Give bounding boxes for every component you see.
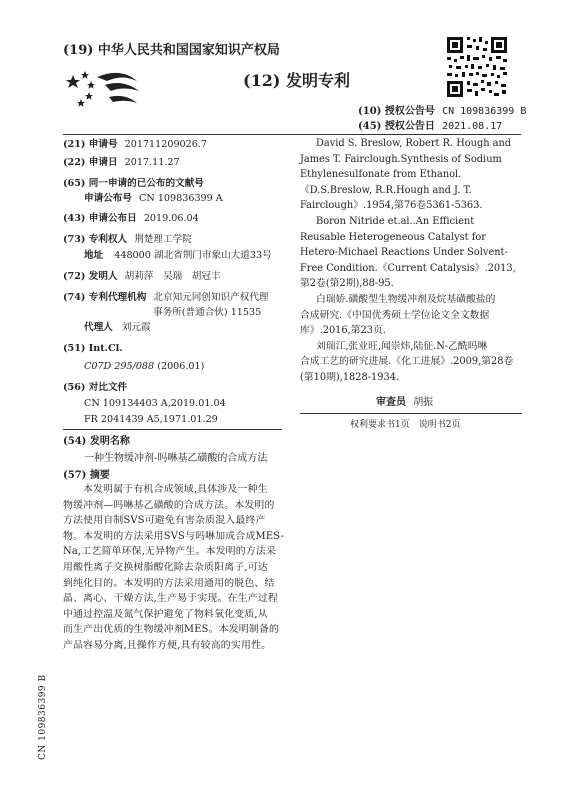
agency-line2: 事务所(普通合伙) 11535 <box>153 307 262 318</box>
inventors-label: (72) 发明人 <box>63 271 118 282</box>
abstract-line: 而生产出优质的生物缓冲剂MES。本发明制备的 <box>63 624 280 636</box>
grant-date: 2021.08.17 <box>442 121 503 132</box>
examiner-label: 审查员 <box>376 397 406 408</box>
address-row <box>84 248 272 263</box>
abstract-line: 物。本发明的方法采用SVS与吗啉加成合成MES- <box>63 530 285 542</box>
publication-date: 2019.06.04 <box>143 213 199 224</box>
header-divider <box>63 134 521 135</box>
grant-number: CN 109836399 B <box>442 106 527 117</box>
abstract-line: 本发明属于有机合成领域,具体涉及一种生 <box>83 484 268 495</box>
citation-line: 合成研究.《中国优秀硕士学位论文全文数据 <box>300 309 490 321</box>
agent: 刘元霞 <box>121 322 151 333</box>
inventors-row <box>63 269 221 284</box>
references-label: (56) 对比文件 <box>63 382 128 393</box>
abstract-line: 用酸性离子交换树脂酸化除去杂质阳离子,可达 <box>63 561 268 573</box>
abstract-line: Na,工艺简单环保,无异物产生。本发明的方法采 <box>63 546 277 558</box>
citation-line: (第10期),1828-1934. <box>300 371 400 383</box>
prior-publication-number: CN 109836399 A <box>139 193 223 204</box>
abstract-line: 到纯化目的。本发明的方法采用通用的脱色、结 <box>63 577 275 589</box>
agent-row <box>84 320 151 335</box>
patentee: 荆楚理工学院 <box>134 234 192 245</box>
application-date-row <box>63 155 180 170</box>
citation-line: Reusable Heterogeneous Catalyst for <box>300 231 486 243</box>
citation-line: 库》.2016,第23页. <box>300 325 386 337</box>
intcl-value: C07D 295/088 <box>84 361 155 372</box>
side-document-code: CN 109836399 B <box>38 674 48 760</box>
citation-line: 刘瑞江,张业旺,闻崇炜,陆征.N-乙酰吗啉 <box>316 340 488 352</box>
prior-publication-row <box>84 191 223 206</box>
grant-date-label: (45) 授权公告日 <box>358 121 435 132</box>
patentee-row <box>63 232 192 247</box>
abstract-line: 方法使用自制SVS可避免有害杂质混入最终产 <box>63 515 266 527</box>
agency-row <box>63 290 269 305</box>
address-label: 地址 <box>84 250 104 261</box>
abstract-line: 产品容易分离,且操作方便,具有较高的实用性。 <box>63 639 272 651</box>
grant-number-label: (10) 授权公告号 <box>358 106 435 117</box>
citation-line: James T. Fairclough.Synthesis of Sodium <box>300 153 502 165</box>
grant-date-row <box>358 117 502 132</box>
citation-line: 合成工艺的研究进展.《化工进展》.2009,第28卷 <box>300 356 514 368</box>
citation-line: David S. Breslow, Robert R. Hough and <box>316 138 512 149</box>
abstract-body <box>63 482 285 654</box>
application-number-label: (21) 申请号 <box>63 139 118 150</box>
application-number: 201711209026.7 <box>124 139 208 150</box>
citation-line: Free Condition.《Current Catalysis》.2013, <box>300 262 516 274</box>
examiner: 胡振 <box>413 397 434 408</box>
citation-list <box>300 136 522 386</box>
cnipa-emblem-icon <box>63 67 141 115</box>
abstract-line: 中通过控温及氮气保护避免了物料氧化变质,从 <box>63 608 268 620</box>
citation-line: Ethylenesulfonate from Ethanol. <box>300 169 462 181</box>
inventors: 胡莉萍 吴瑞 胡冠丰 <box>124 271 221 282</box>
citation-divider <box>300 413 522 414</box>
issuing-office: (19) 中华人民共和国国家知识产权局 <box>63 43 280 58</box>
citation-line: 第2卷(第2期),88-95. <box>300 278 394 290</box>
page-count: 权利要求书1页 说明书2页 <box>350 420 461 430</box>
application-number-row <box>63 137 207 152</box>
agency-line1: 北京知元同创知识产权代理 <box>153 292 269 303</box>
reference-1: CN 109134403 A,2019.01.04 <box>84 398 226 409</box>
citation-line: Fairclough》.1954,第76卷5361-5363. <box>300 200 483 212</box>
invention-title: 一种生物缓冲剂-吗啉基乙磺酸的合成方法 <box>84 453 268 464</box>
agency-label: (74) 专利代理机构 <box>63 292 147 303</box>
biblio-divider <box>63 429 282 430</box>
patentee-label: (73) 专利权人 <box>63 234 128 245</box>
intcl-year: (2006.01) <box>157 361 205 372</box>
citation-line: 《D.S.Breslow, R.R.Hough and J. T. <box>300 184 472 196</box>
prior-publication-sub-label: 申请公布号 <box>84 193 132 204</box>
prior-publication-label: (65) 同一申请的已公布的文献号 <box>63 178 204 189</box>
document-type: (12) 发明专利 <box>243 71 350 90</box>
title-label: (54) 发明名称 <box>63 436 130 447</box>
abstract-label: (57) 摘要 <box>63 470 110 481</box>
application-date: 2017.11.27 <box>124 157 180 168</box>
application-date-label: (22) 申请日 <box>63 157 118 168</box>
citation-line: Boron Nitride et.al..An Efficient <box>316 215 475 227</box>
abstract-line: 物缓冲剂—吗啉基乙磺酸的合成方法。本发明的 <box>63 499 275 511</box>
address: 448000 湖北省荆门市象山大道33号 <box>114 250 272 261</box>
intcl-row <box>84 359 204 374</box>
examiner-row <box>376 393 433 408</box>
grant-number-row <box>358 102 526 117</box>
publication-date-row <box>63 211 199 226</box>
qr-code-icon <box>445 35 509 99</box>
agent-label: 代理人 <box>84 322 113 333</box>
citation-line: 白瑞娇.磺酸型生物缓冲剂及烷基磺酸盐的 <box>316 293 496 305</box>
reference-2: FR 2041439 A5,1971.01.29 <box>84 414 218 425</box>
abstract-line: 晶、离心、干燥方法,生产易于实现。在生产过程 <box>63 593 278 605</box>
publication-date-label: (43) 申请公布日 <box>63 213 137 224</box>
citation-line: Hetero-Michael Reactions Under Solvent- <box>300 247 508 259</box>
intcl-label: (51) Int.Cl. <box>63 343 123 354</box>
